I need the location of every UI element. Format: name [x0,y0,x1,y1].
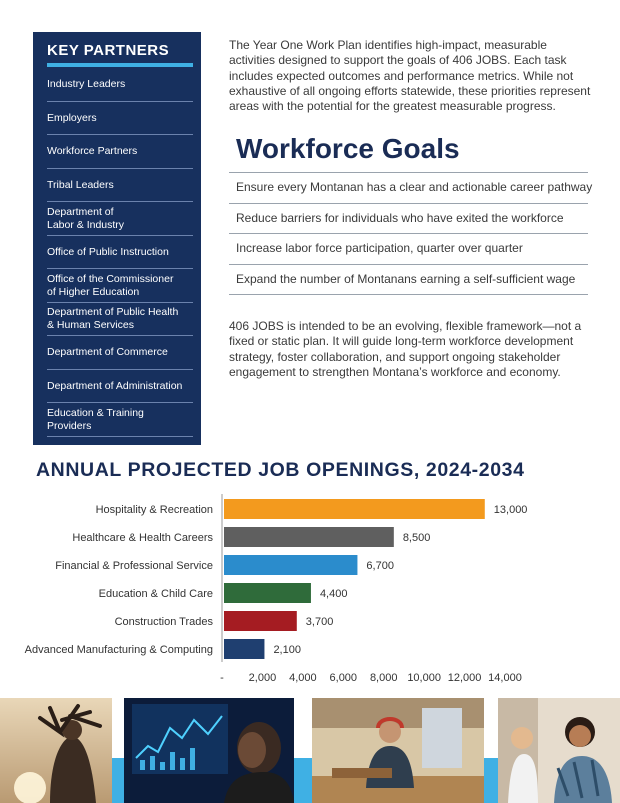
photo-strip [0,698,620,803]
category-label: Hospitality & Recreation [95,504,213,516]
chart-title: ANNUAL PROJECTED JOB OPENINGS, 2024-2034 [36,459,525,481]
bar [224,639,264,659]
key-partner-item [47,202,193,236]
key-partner-label: Workforce Partners [47,145,138,157]
bar [224,499,485,519]
x-tick-label: 4,000 [289,672,317,684]
bar-value-label: 3,700 [305,616,334,628]
x-tick-label: 2,000 [248,672,277,684]
key-partner-item [47,370,193,403]
category-label: Education & Child Care [98,588,213,600]
bar-value-label: 13,000 [493,504,528,516]
workforce-goal-item: Increase labor force participation, quarter over quarter [229,234,588,265]
workforce-goal-item: Reduce barriers for individuals who have exited the workforce [229,204,588,235]
x-tick-label: 14,000 [488,672,522,684]
key-partner-item [47,303,193,336]
bar [224,527,394,547]
bar [224,555,357,575]
bar [224,611,297,631]
key-partner-label: Tribal Leaders [47,178,114,191]
key-partner-item [47,269,193,303]
photo-woodworker-image [312,698,484,803]
category-label: Construction Trades [114,616,213,628]
key-partner-label: Industry Leaders [47,78,126,90]
key-partner-item [47,336,193,370]
category-label: Advanced Manufacturing & Computing [24,644,213,656]
key-partner-label: Department of Commerce [47,346,168,358]
bar-value-label: 2,100 [273,644,301,656]
x-tick-label: 6,000 [329,672,358,684]
key-partner-item [47,403,193,437]
x-tick-label: 12,000 [447,672,482,684]
photo-teacher-student-image [498,698,620,803]
key-partner-label: Employers [47,111,97,124]
bar-value-label: 6,700 [366,560,394,572]
workforce-goals-title: Workforce Goals [236,133,460,164]
category-label: Financial & Professional Service [55,560,213,572]
key-partner-label: Office of the Commissioner of Higher Education [47,272,174,298]
photo-data-analyst [124,698,294,803]
photo-antler-hunter-image [0,698,112,803]
key-partner-label: Department of Labor & Industry [47,205,125,231]
bar-value-label: 4,400 [319,588,348,600]
key-partner-item [47,68,193,102]
category-label: Healthcare & Health Careers [72,532,213,544]
key-partners-list [47,68,193,437]
key-partner-item [47,135,193,169]
key-partners-accent-bar [47,63,193,67]
key-partner-label: Department of Administration [47,379,183,392]
workforce-goals-list [229,172,593,295]
key-partner-item [47,236,193,269]
photo-woodworker [312,698,484,803]
x-tick-label: 10,000 [407,672,441,684]
x-tick-label: - [220,672,224,684]
workforce-goal-item: Expand the number of Montanans earning a self-sufficient wage [229,265,588,296]
bar [224,583,311,603]
key-partner-item [47,102,193,135]
x-tick-label: 8,000 [369,672,398,684]
photo-teacher-student [498,698,620,803]
workforce-goal-item: Ensure every Montanan has a clear and actionable career pathway [229,173,588,204]
key-partners-title: KEY PARTNERS [47,42,170,59]
key-partners-panel [33,32,201,445]
key-partner-label: Education & Training Providers [47,406,144,432]
photo-data-analyst-image [124,698,294,803]
photo-antler-hunter [0,698,112,803]
intro-paragraph: The Year One Work Plan identifies high-impact, measurable activities designed to support the goals of 406 JOBS. Each task includes expected outcomes and performance metrics. While not exhaustive of all ongoing efforts statewide, these priorities represent areas with the potential for the greatest measurable progress. [229,38,591,114]
job-openings-bar-chart [0,490,620,690]
bar-value-label: 8,500 [402,532,431,544]
key-partner-label: Office of Public Instruction [47,245,169,258]
key-partner-label: Department of Public Health & Human Services [47,306,179,331]
closing-paragraph: 406 JOBS is intended to be an evolving, flexible framework—not a fixed or static plan. It will guide long-term workforce development strategy, foster collaboration, and support ongoing stakeholder engagement to strengthen Montana’s workforce and economy. [229,319,582,379]
key-partner-item [47,169,193,202]
